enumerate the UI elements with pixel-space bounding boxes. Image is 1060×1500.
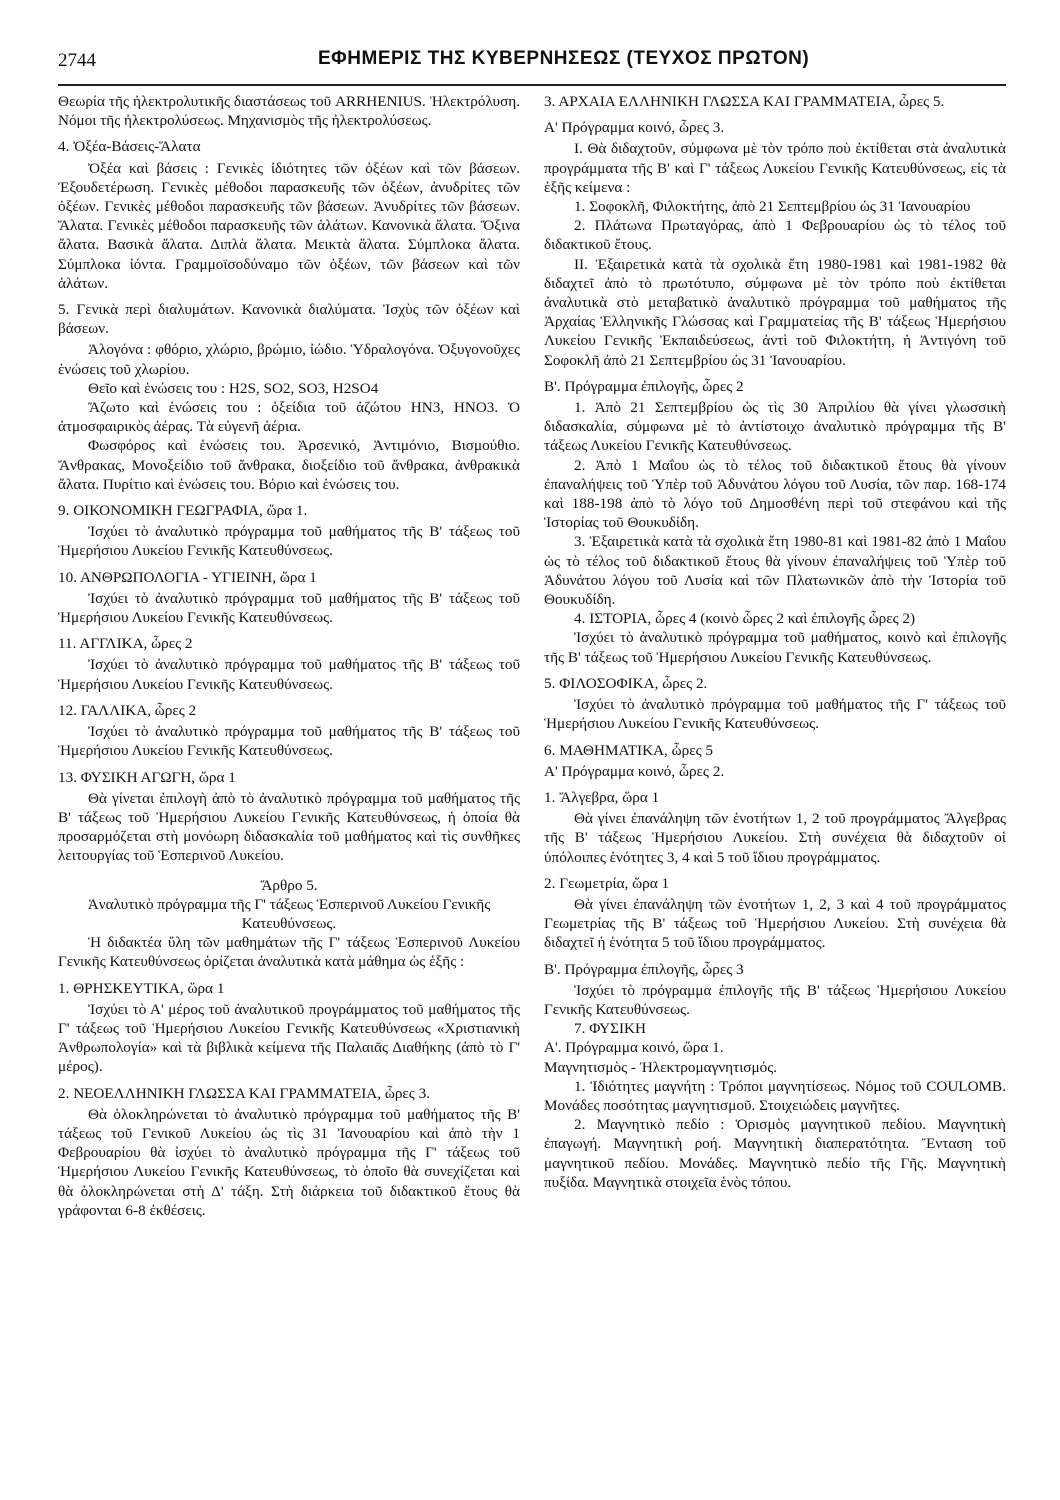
left-column	[58, 92, 520, 1487]
right-column-paragraph-4: 2. Πλάτωνα Πρωταγόρας, ἀπὸ 1 Φεβρουαρίου ὡς τὸ τέλος τοῦ διδακτικοῦ ἔτους.	[544, 217, 1006, 254]
left-column-paragraph-1: 4. Ὀξέα-Βάσεις-Ἅλατα	[58, 138, 201, 156]
left-column-paragraph-14: 12. ΓΑΛΛΙΚΑ, ὧρες 2	[58, 701, 197, 719]
left-column-paragraph-23: 2. ΝΕΟΕΛΛΗΝΙΚΗ ΓΛΩΣΣΑ ΚΑΙ ΓΡΑΜΜΑΤΕΙΑ, ὧρες 3.	[58, 1084, 430, 1102]
left-column-paragraph-11: Ἰσχύει τὸ ἀναλυτικὸ πρόγραμμα τοῦ μαθήματος τῆς Β' τάξεως τοῦ Ἡμερήσιου Λυκείου Γενικῆς Κατευθύνσεως.	[58, 589, 520, 627]
left-column-paragraph-19: Ἀναλυτικὸ πρόγραμμα τῆς Γ' τάξεως Ἑσπερινοῦ Λυκείου Γενικῆς Κατευθύνσεως.	[87, 895, 491, 932]
left-column-paragraph-2: Ὀξέα καὶ βάσεις : Γενικὲς ἰδιότητες τῶν ὀξέων καὶ τῶν βάσεων. Ἐξουδετέρωση. Γενικὲς μέθοδοι παρασκευῆς τῶν ὀξέων, ἀνυδρίτες τῶν ὀξέων. Γενικὲς μέθοδοι παρασκευῆς τῶν βάσεων. Ἀνυδρίτες τῶν βάσεων. Ἅλατα. Γενικὲς μέθοδοι παρασκευῆς τῶν ἁλάτων. Κανονικὰ ἅλατα. Ὄξινα ἅλατα. Βασικὰ ἅλατα. Διπλὰ ἅλατα. Μεικτὰ ἅλατα. Σύμπλοκα ἅλατα. Σύμπλοκα ἰόντα. Γραμμοϊσοδύναμο τῶν ὀξέων, τῶν βάσεων καὶ τῶν ἁλάτων.	[58, 159, 520, 292]
left-column-paragraph-16: 13. ΦΥΣΙΚΗ ΑΓΩΓΗ, ὥρα 1	[58, 768, 236, 786]
left-column-paragraph-3: 5. Γενικὰ περὶ διαλυμάτων. Κανονικὰ διαλύματα. Ἰσχὺς τῶν ὀξέων καὶ βάσεων.	[58, 301, 520, 338]
right-column-paragraph-15: Α' Πρόγραμμα κοινό, ὧρες 2.	[544, 762, 725, 780]
left-column-paragraph-0: Θεωρία τῆς ἠλεκτρολυτικῆς διαστάσεως τοῦ ARRHENIUS. Ἠλεκτρόλυση. Νόμοι τῆς ἠλεκτρολύσεως. Μηχανισμὸς τῆς ἠλεκτρολύσεως.	[58, 93, 520, 130]
right-column-paragraph-22: 7. ΦΥΣΙΚΗ	[574, 1020, 646, 1038]
right-column-paragraph-17: Θὰ γίνει ἐπανάληψη τῶν ἑνοτήτων 1, 2 τοῦ προγράμματος Ἄλγεβρας τῆς Β' τάξεως Ἡμερήσιου Λυκείου. Στὴ συνέχεια θὰ διδαχτοῦν οἱ ὑπόλοιπες ἑνότητες 3, 4 καὶ 5 τοῦ ἴδιου προγράμματος.	[544, 810, 1006, 866]
right-column-paragraph-7: 1. Ἀπὸ 21 Σεπτεμβρίου ὡς τὶς 30 Ἀπριλίου θὰ γίνει γλωσσικὴ διδασκαλία, σύμφωνα μὲ τὸ ἀντίστοιχο ἀναλυτικὸ πρόγραμμα τῆς Β' τάξεως Λυκείου Γενικῆς Κατευθύνσεως.	[544, 399, 1006, 455]
left-column-paragraph-4: Ἀλογόνα : φθόριο, χλώριο, βρώμιο, ἰώδιο. Ὑδραλογόνα. Ὀξυγονοῦχες ἑνώσεις τοῦ χλωρίου.	[58, 341, 520, 378]
left-column-paragraph-24: Θὰ ὁλοκληρώνεται τὸ ἀναλυτικὸ πρόγραμμα τοῦ μαθήματος τῆς Β' τάξεως τοῦ Γενικοῦ Λυκείου ὡς τὶς 31 Ἰανουαρίου καὶ ἀπὸ τὴν 1 Φεβρουαρίου θὰ ἰσχύει τὸ ἀναλυτικὸ πρόγραμμα τῆς Γ' τάξεως τοῦ Ἡμερήσιου Λυκείου Γενικῆς Κατευθύνσεως, τὸ ὁποῖο θὰ συνεχίζεται καὶ θὰ ὁλοκληρώνεται στὴ Δ' τάξη. Στὴ διάρκεια τοῦ διδακτικοῦ ἔτους θὰ γράφονται 6-8 ἐκθέσεις.	[58, 1105, 520, 1219]
right-column-paragraph-5: ΙΙ. Ἐξαιρετικὰ κατὰ τὰ σχολικὰ ἔτη 1980-1981 καὶ 1981-1982 θὰ διδαχτεῖ ἀπὸ τὸ πρωτότυπο, σύμφωνα μὲ τὸν τρόπο ποὺ ἐκτίθεται ἀναλυτικὰ στὸ μεταβατικὸ ἀναλυτικὸ πρόγραμμα τοῦ μαθήματος τῆς Ἀρχαίας Ἑλληνικῆς Γλώσσας καὶ Γραμματείας τῆς Β' τάξεως Ἡμερήσιου Λυκείου Γενικῆς Ἐκπαιδεύσεως, ἀντὶ τοῦ Φιλοκτήτη, ἡ Ἀντιγόνη τοῦ Σοφοκλῆ ἀπὸ 21 Σεπτεμβρίου ὡς 31 Ἰανουαρίου.	[544, 255, 1006, 369]
left-column-paragraph-21: 1. ΘΡΗΣΚΕΥΤΙΚΑ, ὥρα 1	[58, 979, 225, 997]
right-column	[544, 92, 1006, 1487]
right-column-paragraph-8: 2. Ἀπὸ 1 Μαΐου ὡς τὸ τέλος τοῦ διδακτικοῦ ἔτους θὰ γίνουν ἐπαναλήψεις τοῦ Ὑπὲρ τοῦ Ἀδυνάτου λόγου τοῦ Λυσία, τῶν παρ. 168-174 καὶ 188-198 ἀπὸ τὸ λόγο τοῦ Δημοσθένη περὶ τοῦ στεφάνου καὶ τῆς Ἱστορίας τοῦ Θουκυδίδη.	[544, 456, 1006, 532]
left-column-paragraph-10: 10. ΑΝΘΡΩΠΟΛΟΓΙΑ - ΥΓΙΕΙΝΗ, ὥρα 1	[58, 568, 317, 586]
right-column-paragraph-6: Β'. Πρόγραμμα ἐπιλογῆς, ὧρες 2	[544, 377, 744, 395]
right-column-paragraph-21: Ἰσχύει τὸ πρόγραμμα ἐπιλογῆς τῆς Β' τάξεως Ἡμερήσιου Λυκείου Γενικῆς Κατευθύνσεως.	[544, 981, 1006, 1018]
page-header	[58, 44, 1006, 86]
right-column-paragraph-16: 1. Ἄλγεβρα, ὥρα 1	[544, 788, 660, 806]
right-column-paragraph-18: 2. Γεωμετρία, ὥρα 1	[544, 874, 670, 892]
right-column-paragraph-24: Μαγνητισμὸς - Ἠλεκτρομαγνητισμός.	[544, 1058, 778, 1076]
right-column-paragraph-2: Ι. Θὰ διδαχτοῦν, σύμφωνα μὲ τὸν τρόπο ποὺ ἐκτίθεται στὰ ἀναλυτικὰ προγράμματα τῆς Β' καὶ Γ' τάξεως Λυκείου Γενικῆς Κατευθύνσεως, εἰς τὰ ἑξῆς κείμενα :	[544, 140, 1006, 196]
left-column-paragraph-20: Ἡ διδακτέα ὕλη τῶν μαθημάτων τῆς Γ' τάξεως Ἑσπερινοῦ Λυκείου Γενικῆς Κατευθύνσεως ὁρίζεται ἀναλυτικὰ κατὰ μάθημα ὡς ἑξῆς :	[58, 934, 520, 971]
left-column-paragraph-6: Ἄζωτο καὶ ἑνώσεις του : ὀξείδια τοῦ ἀζώτου HN3, HNO3. Ὁ ἀτμοσφαιρικὸς ἀέρας. Τὰ εὐγενῆ ἀέρια.	[58, 399, 520, 436]
right-column-paragraph-10: 4. ΙΣΤΟΡΙΑ, ὧρες 4 (κοινὸ ὧρες 2 καὶ ἐπιλογῆς ὧρες 2)	[574, 610, 916, 628]
left-column-paragraph-9: Ἰσχύει τὸ ἀναλυτικὸ πρόγραμμα τοῦ μαθήματος τῆς Β' τάξεως τοῦ Ἡμερήσιου Λυκείου Γενικῆς Κατευθύνσεως.	[58, 523, 520, 560]
right-column-paragraph-12: 5. ΦΙΛΟΣΟΦΙΚΑ, ὧρες 2.	[544, 674, 708, 692]
running-title: ΕΦΗΜΕΡΙΣ ΤΗΣ ΚΥΒΕΡΝΗΣΕΩΣ (ΤΕΥΧΟΣ ΠΡΩΤΟΝ)	[318, 48, 810, 69]
left-column-paragraph-5: Θεῖο καὶ ἑνώσεις του : H2S, SO2, SO3, H2SO4	[88, 379, 379, 397]
right-column-paragraph-0: 3. ΑΡΧΑΙΑ ΕΛΛΗΝΙΚΗ ΓΛΩΣΣΑ ΚΑΙ ΓΡΑΜΜΑΤΕΙΑ, ὧρες 5.	[544, 93, 945, 110]
left-column-paragraph-17: Θὰ γίνεται ἐπιλογὴ ἀπὸ τὸ ἀναλυτικὸ πρόγραμμα τοῦ μαθήματος τῆς Β' τάξεως τοῦ Ἡμερήσιου Λυκείου Γενικῆς Κατευθύνσεως, ἡ ὁποία θὰ προσαρμόζεται στὴ μονόωρη διδασκαλία τοῦ μαθήματος καὶ τὶς συνθῆκες λειτουργίας τοῦ Ἑσπερινοῦ Λυκείου.	[58, 789, 520, 865]
left-column-paragraph-13: Ἰσχύει τὸ ἀναλυτικὸ πρόγραμμα τοῦ μαθήματος τῆς Β' τάξεως τοῦ Ἡμερήσιου Λυκείου Γενικῆς Κατευθύνσεως.	[58, 656, 520, 693]
right-column-paragraph-26: 2. Μαγνητικὸ πεδίο : Ὁρισμὸς μαγνητικοῦ πεδίου. Μαγνητικὴ ἐπαγωγή. Μαγνητικὴ ροή. Μαγνητικὴ διαπερατότητα. Ἔνταση τοῦ μαγνητικοῦ πεδίου. Μονάδες. Μαγνητικὸ πεδίο τῆς Γῆς. Μαγνητικὴ πυξίδα. Μαγνητικὰ στοιχεῖα ἑνὸς τόπου.	[544, 1116, 1006, 1191]
right-column-paragraph-13: Ἰσχύει τὸ ἀναλυτικὸ πρόγραμμα τοῦ μαθήματος τῆς Γ' τάξεως τοῦ Ἡμερήσιου Λυκείου Γενικῆς Κατευθύνσεως.	[544, 696, 1006, 733]
page-number: 2744	[58, 50, 96, 71]
right-column-paragraph-19: Θὰ γίνει ἐπανάληψη τῶν ἑνοτήτων 1, 2, 3 καὶ 4 τοῦ προγράμματος Γεωμετρίας τῆς Β' τάξεως τοῦ Ἡμερήσιου Λυκείου. Στὴ συνέχεια θὰ διδαχτεῖ ἡ ἑνότητα 5 τοῦ ἴδιου προγράμματος.	[544, 895, 1006, 952]
left-column-paragraph-8: 9. ΟΙΚΟΝΟΜΙΚΗ ΓΕΩΓΡΑΦΙΑ, ὥρα 1.	[58, 502, 308, 520]
right-column-paragraph-23: Α'. Πρόγραμμα κοινό, ὥρα 1.	[544, 1039, 724, 1057]
left-column-paragraph-12: 11. ΑΓΓΛΙΚΑ, ὧρες 2	[58, 635, 193, 653]
left-column-paragraph-18: Ἄρθρο 5.	[260, 876, 318, 894]
right-column-paragraph-25: 1. Ἰδιότητες μαγνήτη : Τρόποι μαγνητίσεως. Νόμος τοῦ COULOMB. Μονάδες ποσότητας μαγνητισμοῦ. Στοιχειώδεις μαγνῆτες.	[544, 1077, 1006, 1114]
right-column-paragraph-20: Β'. Πρόγραμμα ἐπιλογῆς, ὧρες 3	[544, 960, 744, 978]
left-column-paragraph-7: Φωσφόρος καὶ ἑνώσεις του. Ἀρσενικό, Ἀντιμόνιο, Βισμούθιο. Ἄνθρακας, Μονοξείδιο τοῦ ἄνθρακα, διοξείδιο τοῦ ἄνθρακα, ἀνθρακικὰ ἅλατα. Πυρίτιο καὶ ἑνώσεις του. Βόριο καὶ ἑνώσεις του.	[58, 437, 520, 493]
right-column-paragraph-3: 1. Σοφοκλῆ, Φιλοκτήτης, ἀπὸ 21 Σεπτεμβρίου ὡς 31 Ἰανουαρίου	[574, 198, 971, 216]
right-column-paragraph-14: 6. ΜΑΘΗΜΑΤΙΚΑ, ὧρες 5	[544, 741, 713, 759]
left-column-paragraph-22: Ἰσχύει τὸ Α' μέρος τοῦ ἀναλυτικοῦ προγράμματος τοῦ μαθήματος τῆς Γ' τάξεως τοῦ Ἡμερήσιου Λυκείου Γενικῆς Κατευθύνσεως «Χριστιανικὴ Ἀνθρωπολογία» καὶ τὰ βιβλικὰ κείμενα τῆς Παλαιᾶς Διαθήκης (ἀπὸ τὸ Γ' μέρος).	[58, 1000, 520, 1076]
left-column-paragraph-15: Ἰσχύει τὸ ἀναλυτικὸ πρόγραμμα τοῦ μαθήματος τῆς Β' τάξεως τοῦ Ἡμερήσιου Λυκείου Γενικῆς Κατευθύνσεως.	[58, 723, 520, 760]
right-column-paragraph-9: 3. Ἐξαιρετικὰ κατὰ τὰ σχολικὰ ἔτη 1980-81 καὶ 1981-82 ἀπὸ 1 Μαΐου ὡς τὸ τέλος τοῦ διδακτικοῦ ἔτους θὰ γίνουν ἐπαναλήψεις τοῦ Ὑπὲρ τοῦ Ἀδυνάτου λόγου τοῦ Λυσία καὶ τῶν Πλατωνικῶν ἀπὸ τὴν Ἱστορία τοῦ Θουκυδίδη.	[544, 533, 1006, 609]
right-column-paragraph-1: Α' Πρόγραμμα κοινό, ὧρες 3.	[544, 119, 725, 137]
right-column-paragraph-11: Ἰσχύει τὸ ἀναλυτικὸ πρόγραμμα τοῦ μαθήματος, κοινὸ καὶ ἐπιλογῆς τῆς Β' τάξεως τοῦ Ἡμερήσιου Λυκείου Γενικῆς Κατευθύνσεως.	[544, 629, 1006, 666]
